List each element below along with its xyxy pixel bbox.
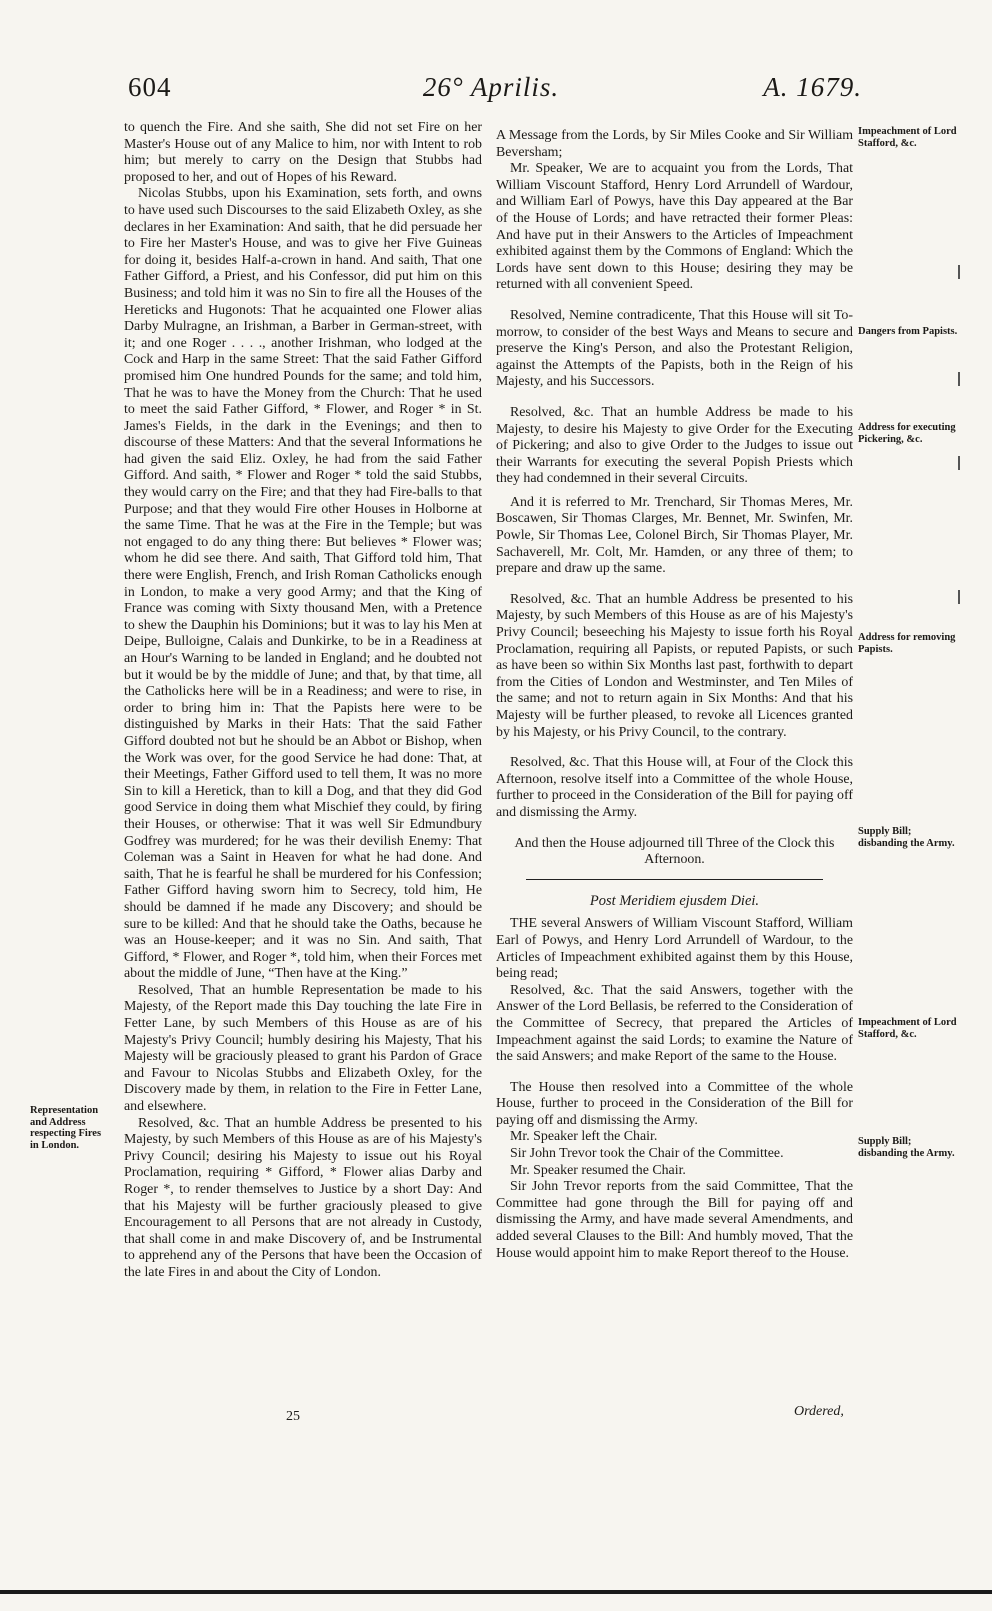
margin-note-dangers: Dangers from Papists.: [858, 326, 958, 337]
right-paragraph-14: Mr. Speaker resumed the Chair.: [510, 1162, 686, 1178]
adjournment-note: And then the House adjourned till Three of the Clock this Afternoon.: [514, 835, 835, 868]
right-paragraph-1: A Message from the Lords, by Sir Miles Cooke and Sir William Beversham;: [496, 128, 853, 160]
margin-note-supply-bill-2: Supply Bill; disbanding the Army.: [858, 1136, 955, 1159]
edge-mark: [958, 265, 960, 279]
margin-note-impeachment-2: Impeachment of Lord Stafford, &c.: [858, 1017, 957, 1040]
right-paragraph-13: Sir John Trevor took the Chair of the Committee.: [510, 1146, 784, 1162]
left-paragraph-3: Resolved, That an humble Representation be made to his Majesty, of the Report made this Day touching the late Fire in Fetter Lane, by such Members of this House as are of his Majesty's Privy Council; humbly desiring his Majesty, That his Majesty will be graciously pleased to grant his Pardon of Grace and Favour to Nicolas Stubbs and Elizabeth Oxley, for the Discovery made by them, in relation to the Fire in Fetter Lane, and elsewhere.: [124, 982, 482, 1115]
margin-note-representation: Representation and Address respecting Fires in London.: [30, 1105, 102, 1151]
right-column: [496, 128, 853, 1262]
left-paragraph-4: Resolved, &c. That an humble Address be presented to his Majesty, by such Members of this House as are of his Majesty's Privy Council; desiring his Majesty to issue out his Royal Proclamation, requiring * Gifford, * Flower alias Darby and Roger *, to render themselves to Justice by a short Day: And that his Majesty will be further graciously pleased to give Encouragement to all Persons that are not already in Custody, that shall come in and make Discovery of, and be Instrumental to apprehend any of the Persons that have been the Occasion of the late Fires in and about the City of London.: [124, 1115, 482, 1280]
catchword: Ordered,: [794, 1404, 844, 1419]
edge-mark: [958, 456, 960, 470]
section-heading: Post Meridiem ejusdem Diei.: [589, 892, 760, 909]
page-year: A. 1679.: [763, 72, 862, 102]
edge-mark: [958, 590, 960, 604]
margin-note-address-executing: Address for executing Pickering, &c.: [858, 422, 956, 445]
page-date: 26° Aprilis.: [422, 72, 560, 102]
left-paragraph-1: to quench the Fire. And she saith, She did not set Fire on her Master's House out of any Malice to him, nor with Intent to rob him; but merely to carry on the Design that Stubbs had proposed to her, and out of Hopes of his Reward.: [124, 120, 482, 185]
right-paragraph-9: THE several Answers of William Viscount Stafford, William Earl of Powys, and Henry Lord Arrundell of Wardour, to the Articles of Impeachment exhibited against them by this House, being read;: [496, 916, 853, 982]
right-paragraph-2: Mr. Speaker, We are to acquaint you from the Lords, That William Viscount Stafford, Henry Lord Arrundell of Wardour, and William Earl of Powys, have this Day appeared at the Bar of the House of Lords; and have retracted their former Pleas: And have put in their Answers to the Articles of Impeachment exhibited against them by the Commons of England: Which the Lords have sent down to this House; desiring they may be returned with all convenient Speed.: [496, 161, 853, 293]
signature-mark: 25: [286, 1409, 300, 1424]
right-paragraph-3: Resolved, Nemine contradicente, That this House will sit To-morrow, to consider of the best Ways and Means to secure and preserve the King's Person, and also the Protestant Religion, against the Attempts of the Papists, both in the Reign of his Majesty, and his Successors.: [496, 307, 853, 390]
right-paragraph-12: Mr. Speaker left the Chair.: [510, 1129, 658, 1145]
right-paragraph-11: The House then resolved into a Committee of the whole House, further to proceed in the Consideration of the Bill for paying off and dismissing the Army.: [496, 1079, 853, 1128]
margin-note-impeachment-1: Impeachment of Lord Stafford, &c.: [858, 126, 957, 149]
right-paragraph-5: And it is referred to Mr. Trenchard, Sir Thomas Meres, Mr. Boscawen, Sir Thomas Clarges, Mr. Bennet, Mr. Swinfen, Mr. Powle, Sir Thomas Lee, Colonel Birch, Sir Thomas Player, Mr. Sachaverell, Mr. Colt, Mr. Hamden, or any three of them; to prepare and draw up the same.: [496, 494, 853, 577]
left-column: [124, 120, 482, 1282]
right-paragraph-10: Resolved, &c. That the said Answers, together with the Answer of the Lord Bellasis, be referred to the Consideration of the Committee of Secrecy, that prepared the Articles of Impeachment against the said Lords; to examine the Nature of the said Answers; and make Report of the same to the House.: [496, 982, 853, 1065]
margin-note-supply-bill-1: Supply Bill; disbanding the Army.: [858, 826, 955, 849]
left-paragraph-2: Nicolas Stubbs, upon his Examination, sets forth, and owns to have used such Discourses to the said Elizabeth Oxley, as she declares in her Examination: And saith, that he did persuade her to Fire her Master's House, and was to give her Five Guineas for doing it, besides Half-a-crown in hand. And saith, That one Father Gifford, a Priest, and his Confessor, did put him on this Business; and told him it was no Sin to fire all the Houses of the Hereticks and Hugonots: That he acquainted one Flower alias Darby Mulragne, an Irishman, a Barber in German-street, with it; and one Roger . . . ., another Irishman, who lodged at the Cock and Harp in the same Street: That the said Father Gifford promised him One hundred Pounds for the same; and told him, That he was to have the Money from the Church: That he used to meet the said Father Gifford, * Flower, and Roger * in St. James's Fields, in the dark in the Evenings; and then to discourse of these Matters: And that the several Informations he had given the said Eliz. Oxley, he had from the said Father Gifford. And saith, * Flower and Roger * told the said Stubbs, they would carry on the Fire; and that they had Fire-balls to that Purpose; and that they would Fire other Houses in Holborne at the same Time. That he was at the Fire in the Temple; but was not engaged to do any thing there: But believes * Flower was; whom he did see there. And saith, That Gifford told him, That there were English, French, and Irish Roman Catholicks enough in London, to make a very good Army; and that the King of France was coming with Sixty thousand Men, with a Pretence to shew the Dauphin his Dominions; but it was to lay his Men at Deipe, Bulloigne, Calais and Dunkirke, to be in a Readiness at an Hour's Warning to be landed in England; and he doubted not but it would be by the middle of June; and that, by that time, all the Catholicks here will be in a Readiness; and were to rise, in order to bring him in: That the Papists here were to be distinguished by Marks in their Hats: That the said Father Gifford doubted not but he should be an Abbot or Bishop, when the Work was over, for the good Service he had done: That, at their Meetings, Father Gifford used to tell them, It was no more Sin to kill a Heretick, than to kill a Dog, and that they did God good Service in doing them what Mischief they could, by firing their Houses, or otherwise: That it was well Sir Edmundbury Godfrey was murdered; for he was their devilish Enemy: That Coleman was a Saint in Heaven for what he had done. And saith, That he is fearful he shall be murdered for his Confession; Father Gifford having sworn him to Secrecy, told him, He should be damned if he made any Discovery; and should be sure to be killed: And that he should take the Oaths, because he was an House-keeper; and it was no Sin. And saith, That Gifford, * Flower, and Roger *, told him, when their Forces met about the middle of June, “Then have at the King.”: [124, 186, 482, 982]
right-paragraph-7: Resolved, &c. That this House will, at Four of the Clock this Afternoon, resolve itself into a Committee of the whole House, further to proceed in the Consideration of the Bill for paying off and dismissing the Army.: [496, 755, 853, 820]
page-number: 604: [128, 72, 172, 102]
margin-note-address-removing: Address for removing Papists.: [858, 632, 956, 655]
right-paragraph-4: Resolved, &c. That an humble Address be made to his Majesty, to desire his Majesty to give Order for the Executing of Pickering; and also to give Order to the Judges to issue out their Warrants for executing the several Popish Priests which they had condemned in their several Circuits.: [496, 404, 853, 487]
section-divider: [526, 879, 823, 880]
scan-bottom-edge: [0, 1590, 992, 1594]
edge-mark: [958, 372, 960, 386]
right-paragraph-15: Sir John Trevor reports from the said Committee, That the Committee had gone through the Bill for paying off and dismissing the Army, and have made several Amendments, and added several Clauses to the Bill: And humbly moved, That the House would appoint him to make Report thereof to the House.: [496, 1179, 853, 1261]
page-header: [120, 72, 862, 112]
right-paragraph-6: Resolved, &c. That an humble Address be presented to his Majesty, by such Members of this House as are of his Majesty's Privy Council; beseeching his Majesty to issue forth his Royal Proclamation, requiring all Papists, or reputed Papists, or such as have been so within Six Months last past, forthwith to depart from the Cities of London and Westminster, and Ten Miles of the same; and not to return again in Six Months: And that his Majesty will be further pleased, to revoke all Licences granted by his Majesty, or his Privy Council, to the contrary.: [496, 591, 853, 740]
